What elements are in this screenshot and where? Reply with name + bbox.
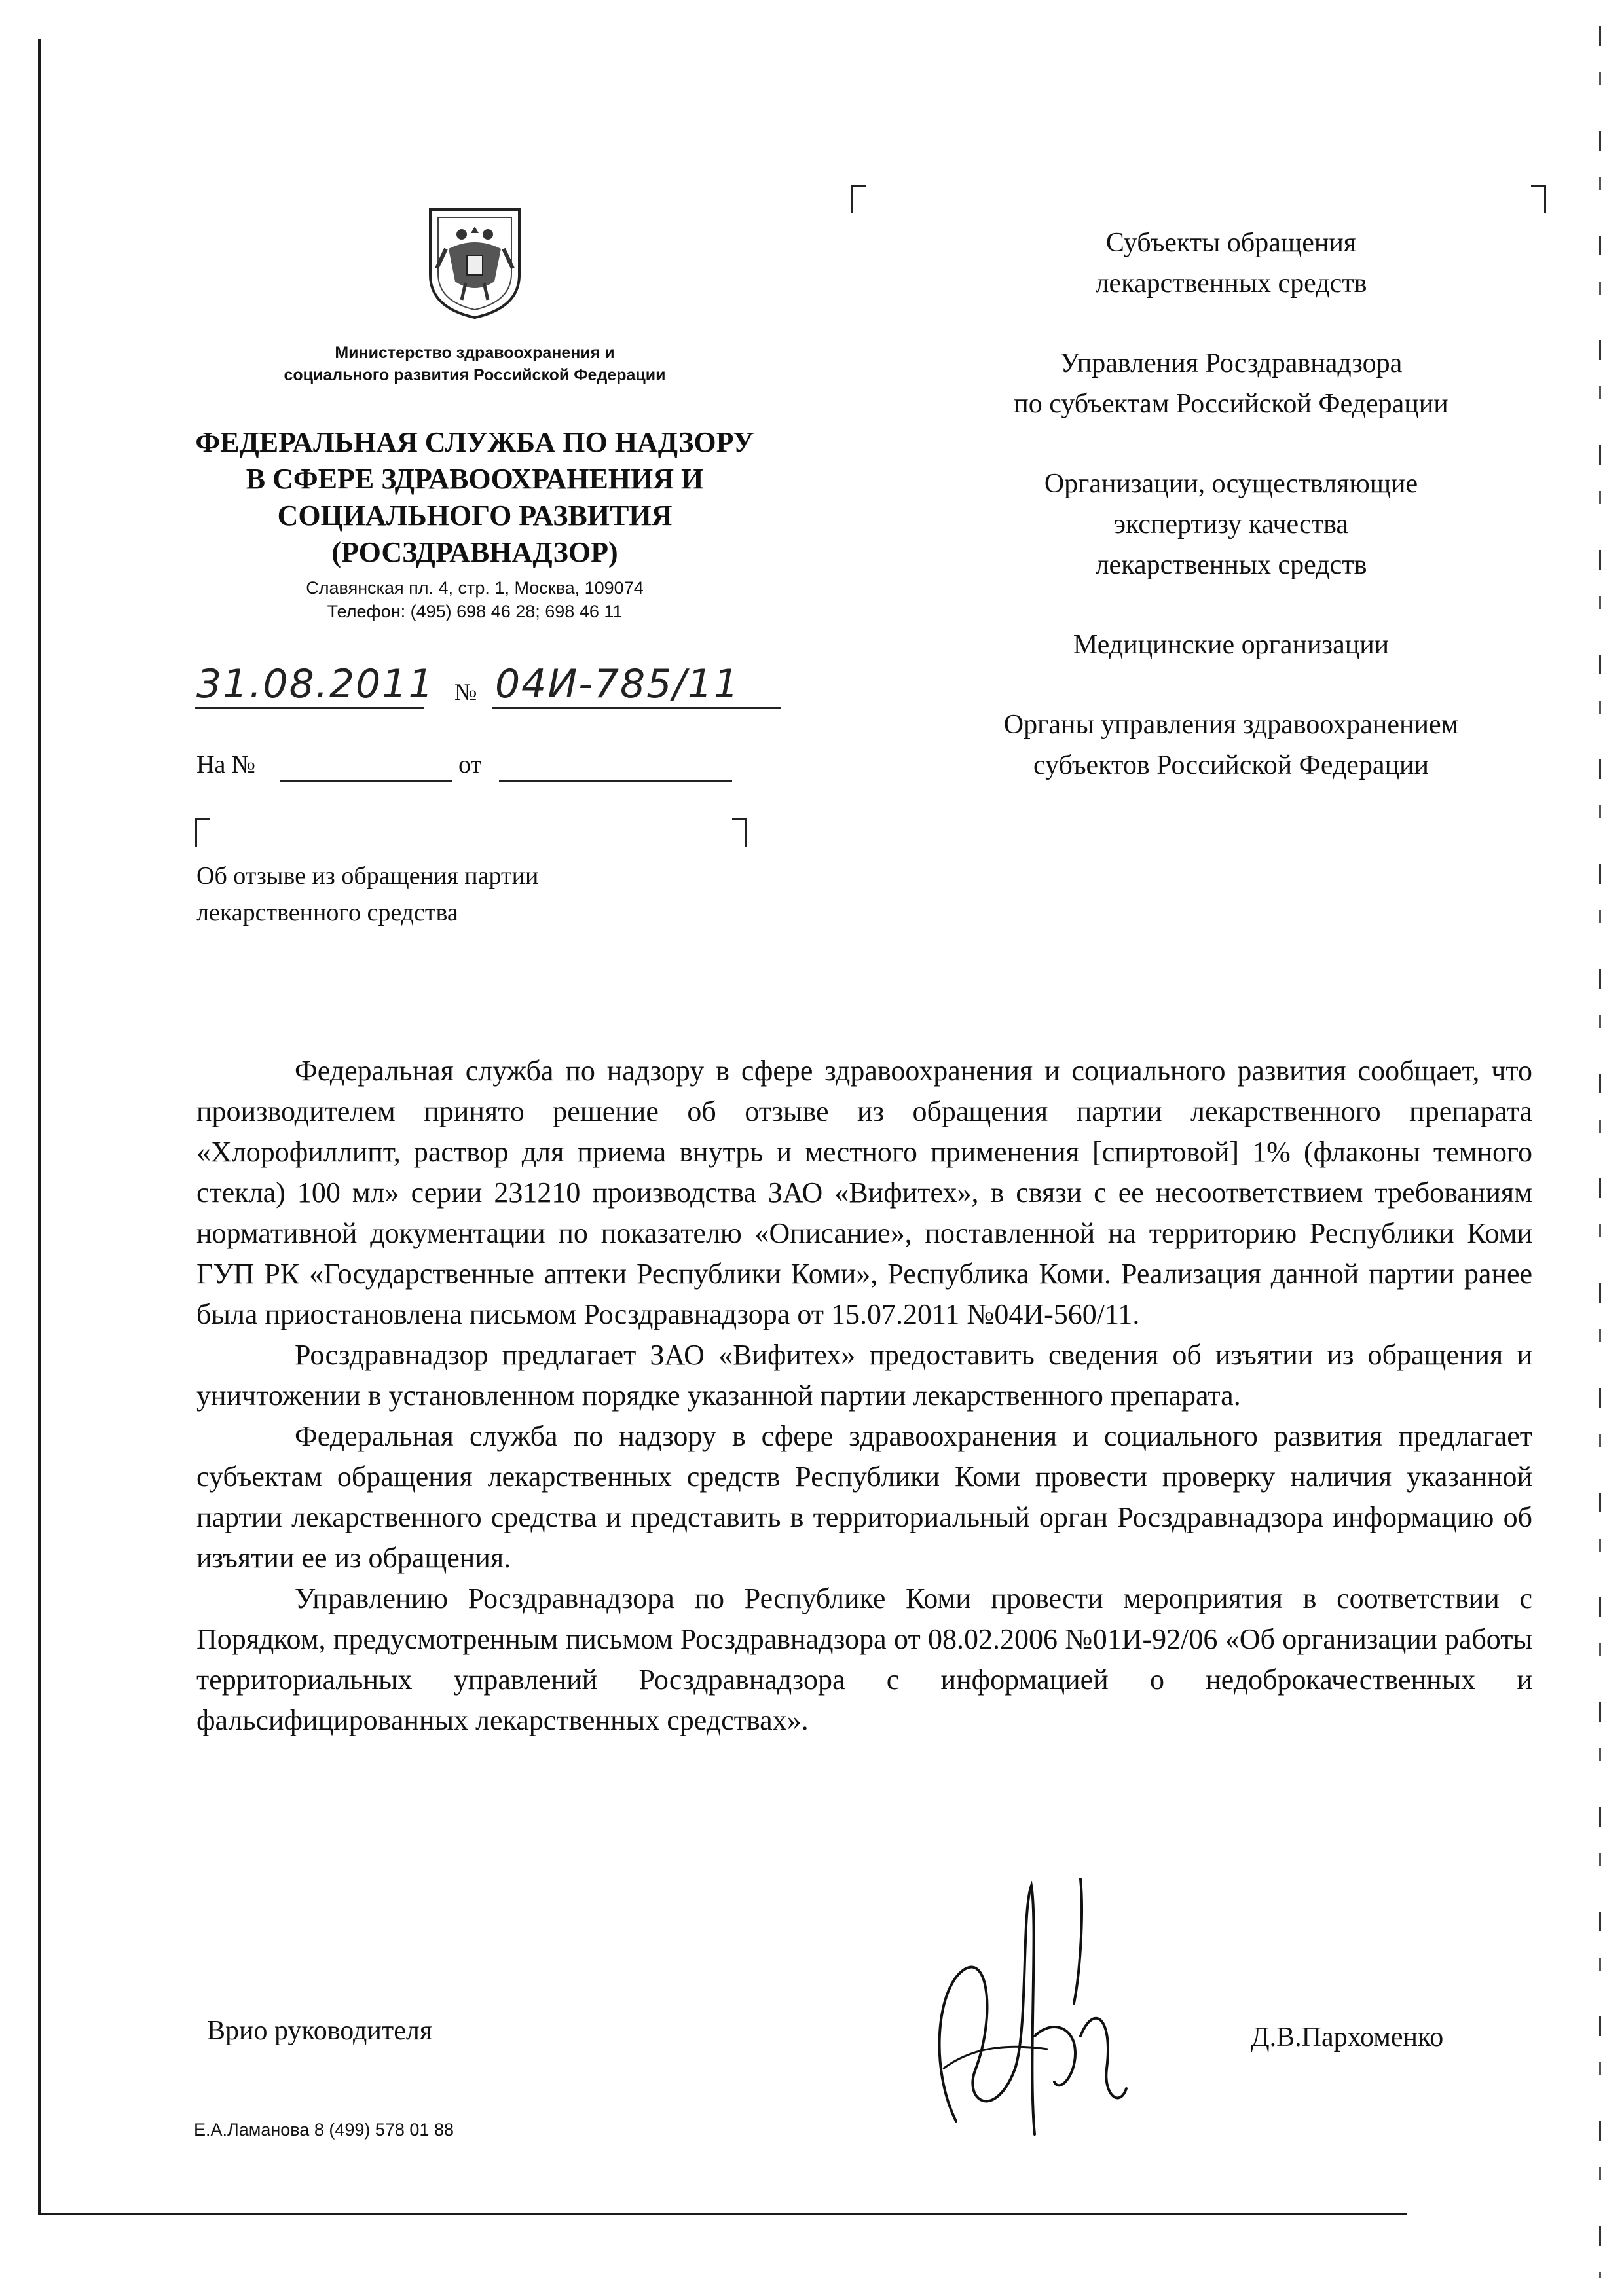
- addressee-list: [891, 223, 1572, 825]
- subject-bracket-right: [732, 818, 747, 847]
- addressee-line: лекарственных средств: [1095, 550, 1367, 580]
- signatory-name: Д.В.Пархоменко: [1251, 2022, 1444, 2052]
- addressee-group: [891, 343, 1572, 424]
- address-line: Славянская пл. 4, стр. 1, Москва, 109074: [306, 578, 644, 598]
- addressee-line: лекарственных средств: [1095, 268, 1367, 299]
- body-paragraph: Управлению Росздравнадзора по Республике Коми провести мероприятия в соответствии с Порядком, предусмотренным письмом Росздравнадзора от 08.02.2006 №01И-92/06 «Об организации работы территориальных управлений Росздравнадзора с информацией о недоброкачественных и фальсифицированных лекарственных средствах».: [196, 1582, 1532, 1736]
- reply-to-date-blank: [499, 780, 732, 782]
- number-label: №: [454, 679, 477, 705]
- letter-date: 31.08.2011: [196, 661, 435, 707]
- addressee-line: по субъектам Российской Федерации: [1014, 389, 1449, 419]
- signatory-title: Врио руководителя: [207, 2016, 433, 2046]
- subject-bracket-left: [195, 818, 210, 847]
- addressee-group: [891, 625, 1572, 665]
- ministry-name: [196, 342, 753, 386]
- reply-to-date-label: от: [458, 751, 482, 778]
- scan-edge-left: [38, 39, 41, 2213]
- body-paragraph: Федеральная служба по надзору в сфере здравоохранения и социального развития сообщает, что производителем принято решение об отзыве из обращения партии лекарственного препарата «Хлорофиллипт, раствор для приема внутрь и местного применения [спиртовой] 1% (флаконы темного стекла) 100 мл» серии 231210 производства ЗАО «Вифитех», в связи с ее несоответствием требованиям нормативной документации по показателю «Описание», поставленной на территорию Республики Коми ГУП РК «Государственные аптеки Республики Коми», Республика Коми. Реализация данной партии ранее была приостановлена письмом Росздравнадзора от 15.07.2011 №04И-560/11.: [196, 1055, 1532, 1330]
- service-line: СОЦИАЛЬНОГО РАЗВИТИЯ: [277, 500, 673, 532]
- addressee-line: Организации, осуществляющие: [1044, 469, 1418, 499]
- handwritten-signature: [917, 1872, 1133, 2147]
- addressee-line: Субъекты обращения: [1105, 228, 1357, 258]
- letter-number: 04И-785/11: [495, 661, 740, 707]
- body-paragraph: Федеральная служба по надзору в сфере здравоохранения и социального развития предлагает субъектам обращения лекарственных средств Республики Коми провести проверку наличия указанной партии лекарственного средства и представить в территориальный орган Росздравнадзора информацию об изъятии ее из обращения.: [196, 1420, 1532, 1574]
- subject-line: лекарственного средства: [196, 899, 458, 926]
- service-line: ФЕДЕРАЛЬНАЯ СЛУЖБА ПО НАДЗОРУ: [195, 426, 754, 458]
- letter-body: [196, 1051, 1532, 1741]
- service-line: (РОСЗДРАВНАДЗОР): [331, 536, 618, 568]
- executor-contact: Е.А.Ламанова 8 (499) 578 01 88: [194, 2120, 454, 2140]
- body-paragraph: Росздравнадзор предлагает ЗАО «Вифитех» предоставить сведения об изъятии из обращения и уничтожении в установленном порядке указанной партии лекарственного препарата.: [196, 1339, 1532, 1412]
- addressee-group: [891, 223, 1572, 304]
- addressee-line: Органы управления здравоохранением: [1003, 710, 1459, 740]
- addressee-bracket-right: [1531, 185, 1546, 213]
- service-line: В СФЕРЕ ЗДРАВООХРАНЕНИЯ И: [246, 463, 704, 495]
- addressee-line: субъектов Российской Федерации: [1033, 750, 1430, 780]
- addressee-line: Медицинские организации: [1073, 630, 1390, 660]
- service-address: [196, 576, 753, 623]
- addressee-line: Управления Росздравнадзора: [1060, 348, 1403, 378]
- number-underline: [492, 707, 781, 709]
- phone-line: Телефон: (495) 698 46 28; 698 46 11: [327, 602, 623, 621]
- scan-edge-bottom: [38, 2213, 1407, 2215]
- coat-of-arms-emblem: [422, 203, 527, 321]
- reply-to-number-blank: [280, 780, 452, 782]
- addressee-line: экспертизу качества: [1113, 509, 1349, 539]
- subject-line: Об отзыве из обращения партии: [196, 862, 539, 890]
- ministry-line: социального развития Российской Федерации: [284, 366, 666, 384]
- scan-edge-right: [1599, 26, 1601, 2278]
- reply-to-number-label: На №: [196, 751, 256, 778]
- addressee-bracket-left: [851, 185, 866, 213]
- addressee-group: [891, 464, 1572, 585]
- service-name: [170, 424, 779, 571]
- letter-subject: [196, 858, 753, 931]
- ministry-line: Министерство здравоохранения и: [335, 344, 615, 362]
- date-underline: [195, 707, 424, 709]
- addressee-group: [891, 704, 1572, 786]
